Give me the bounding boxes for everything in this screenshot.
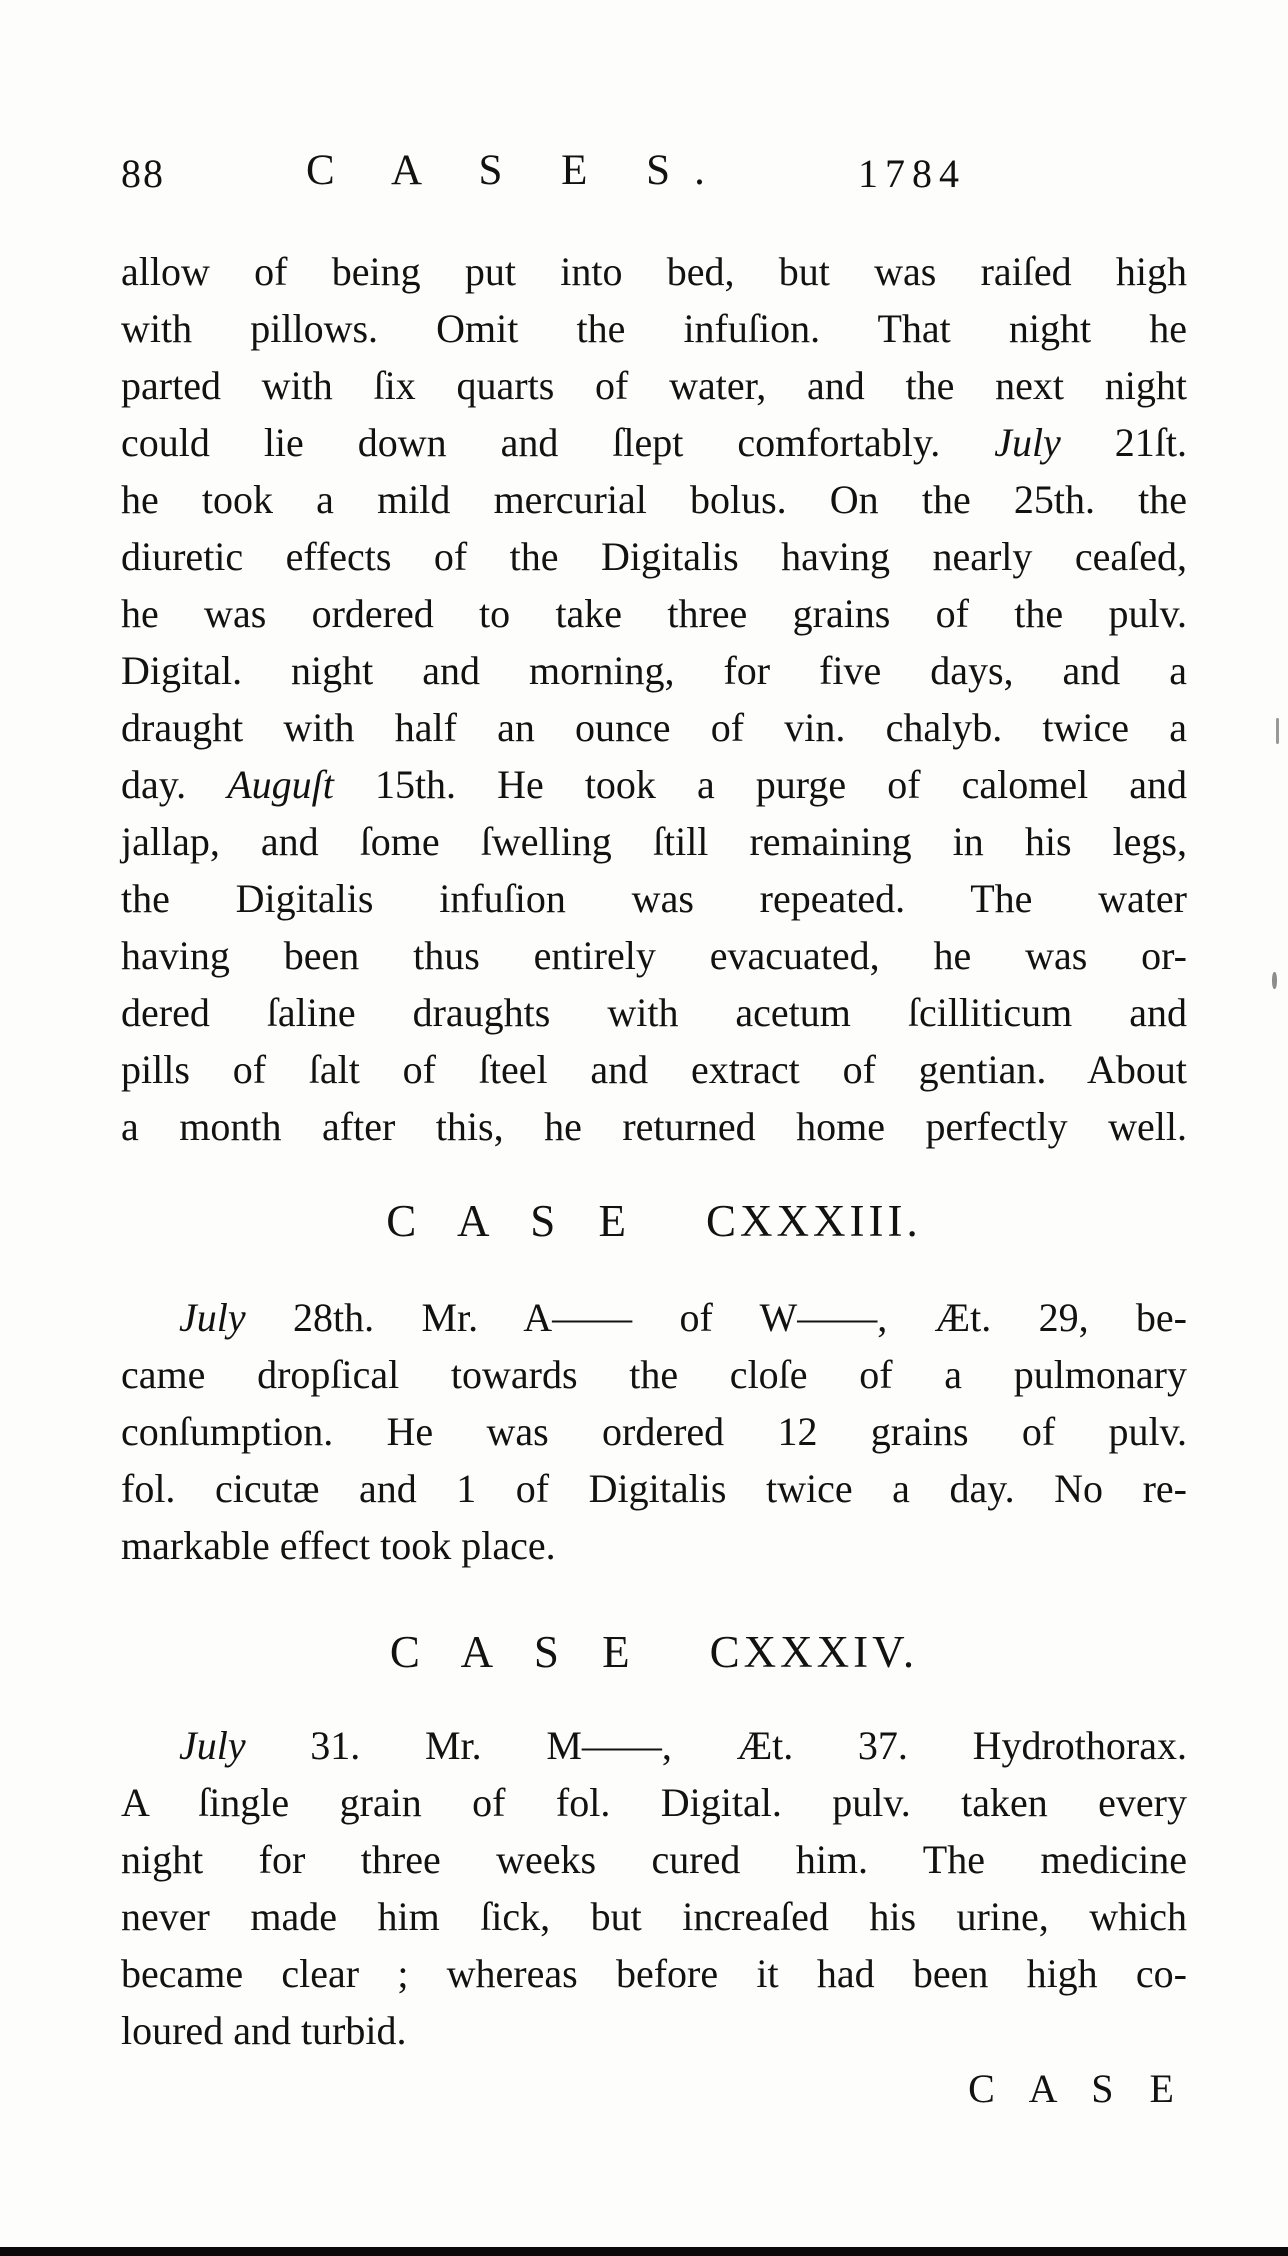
case-heading-word: C A S E bbox=[389, 1627, 646, 1677]
year-label: 1784 bbox=[858, 151, 966, 196]
text-line: came dropſical towards the cloſe of a pulmonary bbox=[121, 1352, 1187, 1397]
text-line: having been thus entirely evacuated, he was or- bbox=[121, 933, 1187, 978]
text-line: never made him ſick, but increaſed his urine, which bbox=[121, 1894, 1187, 1939]
text-line: July 31. Mr. M——, Æt. 37. Hydrothorax. bbox=[179, 1723, 1187, 1768]
text-line: conſumption. He was ordered 12 grains of pulv. bbox=[121, 1409, 1187, 1454]
case-heading-word: C A S E bbox=[386, 1196, 643, 1246]
text-line: A ſingle grain of fol. Digital. pulv. taken every bbox=[121, 1780, 1187, 1825]
text-line: dered ſaline draughts with acetum ſcilliticum and bbox=[121, 990, 1187, 1035]
scan-edge bbox=[0, 2247, 1288, 2256]
text-line: became clear ; whereas before it had been high co- bbox=[121, 1951, 1187, 1996]
text-line: jallap, and ſome ſwelling ſtill remaining in his legs, bbox=[121, 819, 1187, 864]
running-title: C A S E S. bbox=[306, 147, 729, 194]
text-line: pills of ſalt of ſteel and extract of gentian. About bbox=[121, 1047, 1187, 1092]
paragraph-continuation bbox=[121, 243, 1187, 1155]
text-line: loured and turbid. bbox=[121, 2008, 407, 2053]
paragraph-case-cxxxiii bbox=[121, 1289, 1187, 1574]
page-number: 88 bbox=[121, 151, 165, 196]
case-heading-cxxxiv bbox=[121, 1624, 1187, 1680]
text-line: the Digitalis infuſion was repeated. The water bbox=[121, 876, 1187, 921]
text-line: night for three weeks cured him. The medicine bbox=[121, 1837, 1187, 1882]
scan-artifact bbox=[1276, 718, 1279, 744]
catchword: C A S E bbox=[968, 2066, 1187, 2111]
text-line: July 28th. Mr. A—— of W——, Æt. 29, be- bbox=[179, 1295, 1187, 1340]
text-line: diuretic effects of the Digitalis having nearly ceaſed, bbox=[121, 534, 1187, 579]
text-line: a month after this, he returned home perfectly well. bbox=[121, 1104, 1187, 1149]
text-line: fol. cicutæ and 1 of Digitalis twice a day. No re- bbox=[121, 1466, 1187, 1511]
scan-artifact bbox=[1272, 972, 1277, 989]
text-block bbox=[121, 243, 1187, 2112]
case-heading-cxxxiii bbox=[121, 1193, 1187, 1249]
text-line: parted with ſix quarts of water, and the next night bbox=[121, 363, 1187, 408]
text-line: allow of being put into bed, but was raiſed high bbox=[121, 249, 1187, 294]
text-line: could lie down and ſlept comfortably. July 21ſt. bbox=[121, 420, 1187, 465]
text-line: markable effect took place. bbox=[121, 1523, 556, 1568]
text-line: with pillows. Omit the infuſion. That night he bbox=[121, 306, 1187, 351]
text-line: day. Auguſt 15th. He took a purge of calomel and bbox=[121, 762, 1187, 807]
case-heading-number: CXXXIII. bbox=[706, 1196, 922, 1246]
case-heading-number: CXXXIV. bbox=[709, 1627, 919, 1677]
paragraph-case-cxxxiv bbox=[121, 1717, 1187, 2059]
text-line: draught with half an ounce of vin. chalyb. twice a bbox=[121, 705, 1187, 750]
text-line: he was ordered to take three grains of the pulv. bbox=[121, 591, 1187, 636]
running-header bbox=[0, 146, 1288, 198]
text-line: Digital. night and morning, for five days, and a bbox=[121, 648, 1187, 693]
text-line: he took a mild mercurial bolus. On the 25th. the bbox=[121, 477, 1187, 522]
